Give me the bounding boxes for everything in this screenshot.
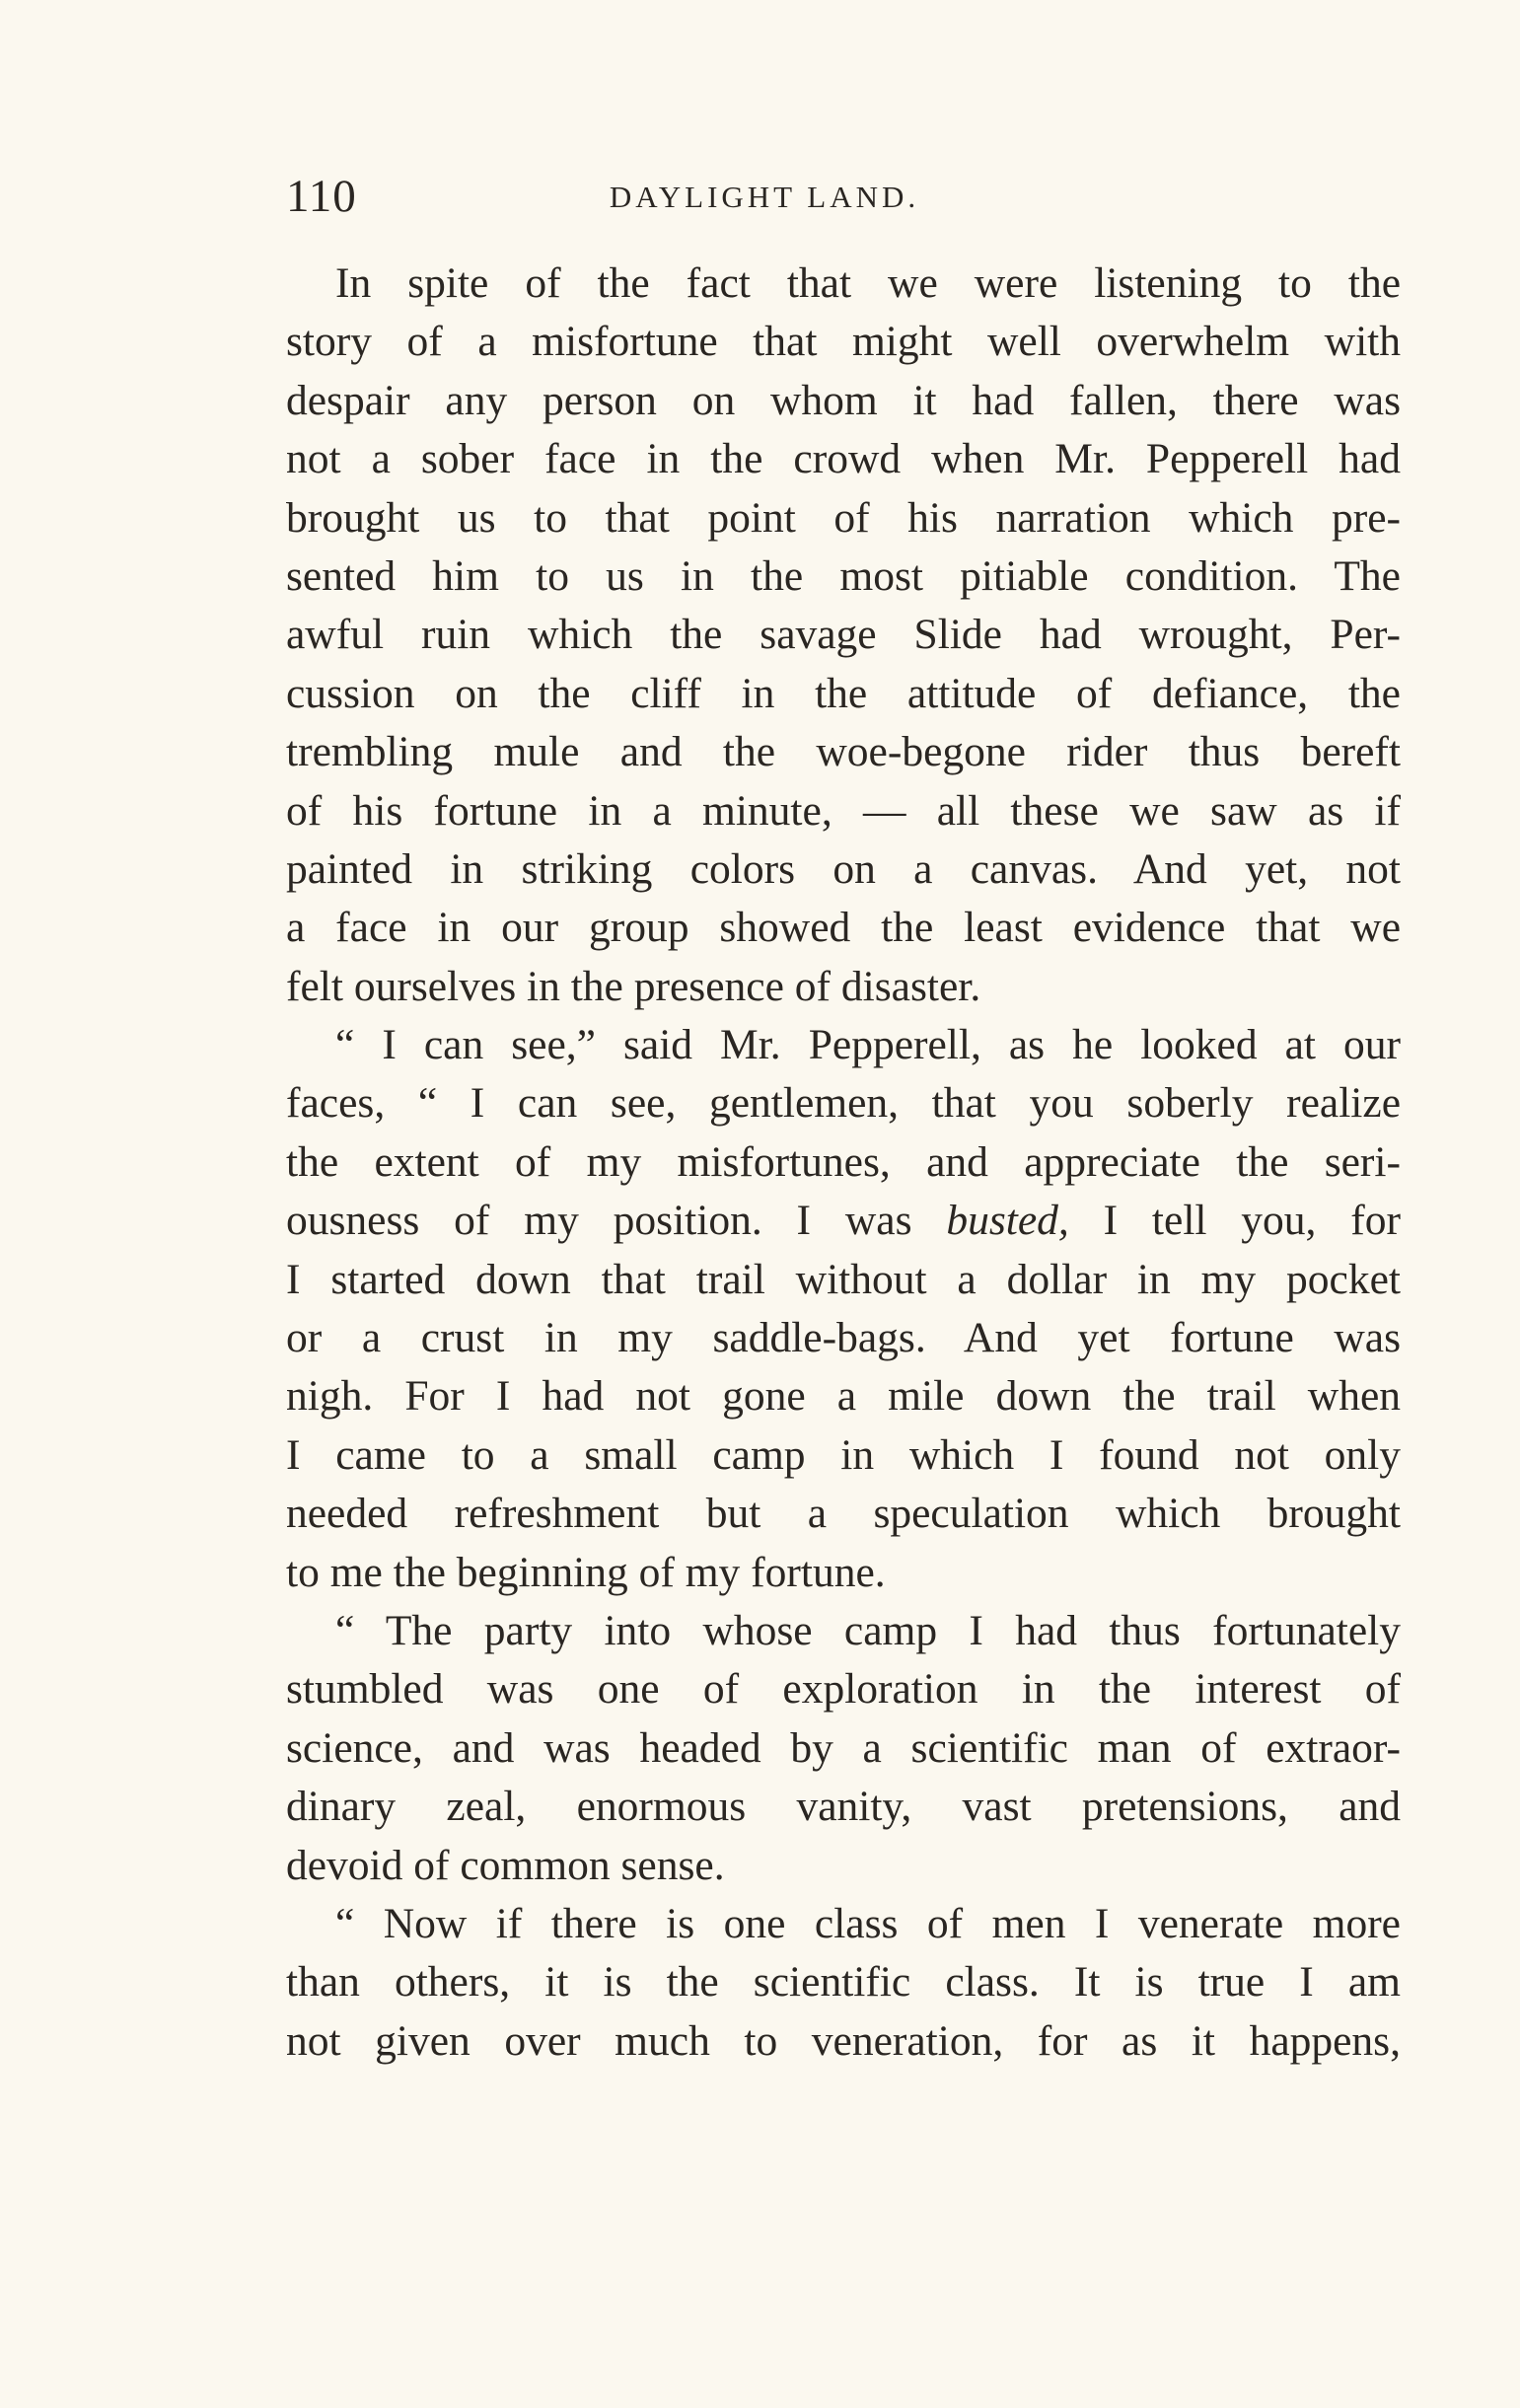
text-line: stumbled was one of exploration in the interest of: [286, 1665, 1401, 1714]
text-line: devoid of common sense.: [286, 1841, 725, 1889]
text-line: despair any person on whom it had fallen, there was: [286, 376, 1401, 424]
text-line: a face in our group showed the least evidence that we: [286, 904, 1401, 952]
text-line: felt ourselves in the presence of disaster.: [286, 962, 981, 1010]
text-segment: ousness of my position. I was: [286, 1197, 947, 1245]
text-line: or a crust in my saddle-bags. And yet fortune was: [286, 1314, 1401, 1362]
text-line-with-italic: [286, 1192, 1401, 1250]
text-line: story of a misfortune that might well overwhelm with: [286, 318, 1401, 366]
text-line: I came to a small camp in which I found not only: [286, 1430, 1401, 1479]
text-line: sented him to us in the most pitiable condition. The: [286, 551, 1401, 600]
text-line: awful ruin which the savage Slide had wrought, Per-: [286, 611, 1401, 659]
text-line: science, and was headed by a scientific man of extraor-: [286, 1723, 1401, 1772]
italic-word: busted,: [946, 1197, 1069, 1245]
text-line: not given over much to veneration, for as it happens,: [286, 2016, 1401, 2065]
text-segment: I tell you, for: [1068, 1197, 1401, 1245]
text-line: the extent of my misfortunes, and appreciate the seri-: [286, 1137, 1401, 1186]
text-line: “ The party into whose camp I had thus fortunately: [335, 1606, 1401, 1654]
text-line: I started down that trail without a dollar in my pocket: [286, 1255, 1401, 1303]
page-number: 110: [286, 171, 357, 222]
text-line: needed refreshment but a speculation which brought: [286, 1490, 1401, 1538]
text-line: than others, it is the scientific class. It is true I am: [286, 1958, 1401, 2007]
text-line: to me the beginning of my fortune.: [286, 1548, 886, 1596]
text-line: of his fortune in a minute, — all these we saw as if: [286, 786, 1401, 835]
text-line: trembling mule and the woe-begone rider thus bereft: [286, 728, 1401, 776]
text-line: faces, “ I can see, gentlemen, that you soberly realize: [286, 1079, 1401, 1128]
text-line: cussion on the cliff in the attitude of defiance, the: [286, 669, 1401, 717]
running-title: DAYLIGHT LAND.: [609, 180, 920, 214]
text-line: In spite of the fact that we were listening to the: [335, 259, 1401, 307]
text-line: dinary zeal, enormous vanity, vast pretensions, and: [286, 1783, 1401, 1831]
text-line: painted in striking colors on a canvas. And yet, not: [286, 844, 1401, 893]
body-text: [286, 255, 1401, 2071]
text-line: brought us to that point of his narration which pre-: [286, 493, 1401, 542]
text-line: nigh. For I had not gone a mile down the trail when: [286, 1372, 1401, 1421]
text-line: “ I can see,” said Mr. Pepperell, as he looked at our: [335, 1021, 1401, 1069]
text-line: “ Now if there is one class of men I venerate more: [335, 1899, 1401, 1947]
running-head: [286, 170, 1243, 229]
text-line: not a sober face in the crowd when Mr. Pepperell had: [286, 435, 1401, 483]
